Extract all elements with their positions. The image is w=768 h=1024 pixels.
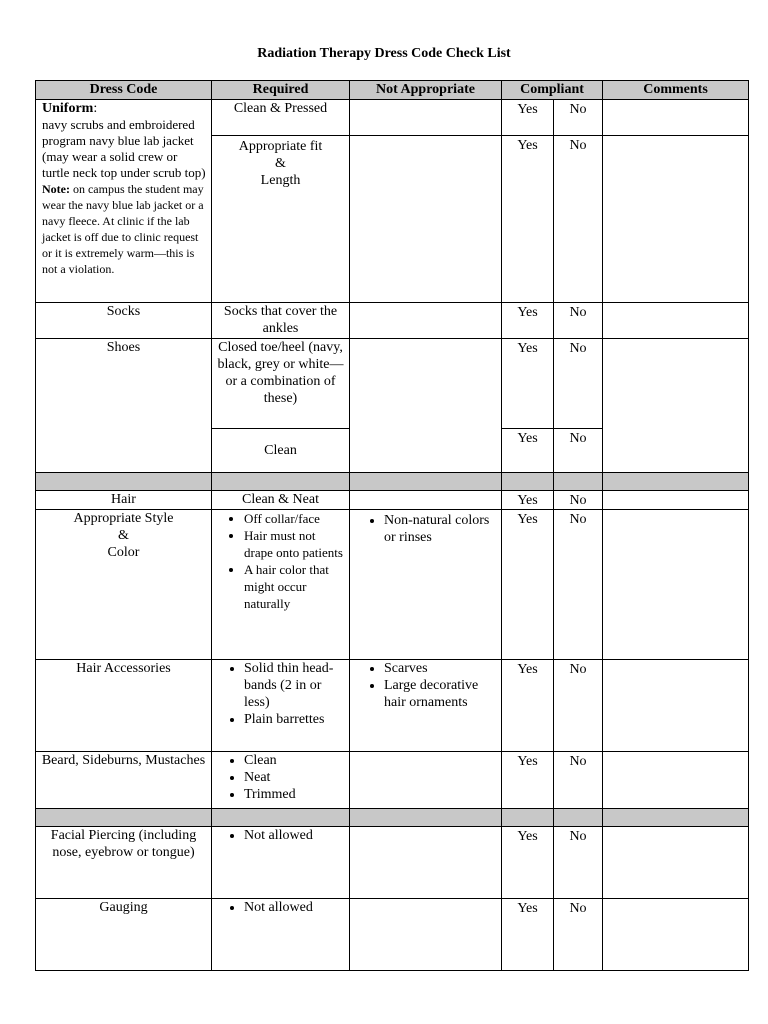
divider-row	[36, 473, 749, 491]
uniform-not-appropriate-1	[350, 100, 502, 136]
shoes-not-appropriate	[350, 339, 502, 473]
table-row	[36, 491, 749, 510]
comment-cell[interactable]	[603, 899, 749, 971]
no-option[interactable]: No	[554, 491, 603, 510]
list-item: • Neat	[244, 769, 347, 786]
header-dress-code: Dress Code	[36, 81, 212, 100]
list-item: • Scarves	[384, 660, 497, 677]
yes-option[interactable]: Yes	[502, 752, 554, 809]
accessories-label: Hair Accessories	[36, 660, 212, 752]
table-row	[36, 303, 749, 339]
uniform-required-1: Clean & Pressed	[212, 100, 350, 136]
piercing-label: Facial Piercing (including nose, eyebrow or tongue)	[36, 827, 212, 899]
list-item: • Not allowed	[244, 827, 347, 844]
no-option[interactable]: No	[554, 899, 603, 971]
comment-cell[interactable]	[603, 339, 749, 473]
no-option[interactable]: No	[554, 339, 603, 429]
accessories-not-appropriate	[350, 660, 502, 752]
req-line: Appropriate fit	[238, 139, 323, 154]
list-item: • Clean	[244, 752, 347, 769]
uniform-label: Uniform	[42, 101, 94, 116]
list-item: • Not allowed	[244, 899, 347, 916]
gauging-required	[212, 899, 350, 971]
note-text: on campus the student may wear the navy blue lab jacket or a navy fleece. At clinic if the lab jacket is off due to clinic request or it is extremely warm—this is not a violation.	[42, 182, 204, 276]
gauging-label: Gauging	[36, 899, 212, 971]
list-item: • Large decorative hair ornaments	[384, 677, 497, 711]
no-option[interactable]: No	[554, 510, 603, 660]
shoes-required-1: Closed toe/heel (navy, black, grey or white—or a combination of these)	[212, 339, 350, 429]
hair-label: Hair	[36, 491, 212, 510]
shoes-label: Shoes	[36, 339, 212, 473]
yes-option[interactable]: Yes	[502, 660, 554, 752]
comment-cell[interactable]	[603, 752, 749, 809]
req-line: Length	[260, 173, 301, 188]
label-line: Color	[107, 545, 140, 560]
uniform-colon: :	[93, 101, 98, 116]
list-item: • Off collar/face	[244, 510, 347, 527]
style-label	[36, 510, 212, 660]
yes-option[interactable]: Yes	[502, 303, 554, 339]
beard-not-appropriate	[350, 752, 502, 809]
shoes-required-2	[212, 429, 350, 473]
comment-cell[interactable]	[603, 136, 749, 303]
note-label: Note:	[42, 182, 70, 196]
table-row	[36, 660, 749, 752]
header-required: Required	[212, 81, 350, 100]
list-item: • Hair must not drape onto patients	[244, 527, 347, 561]
yes-option[interactable]: Yes	[502, 136, 554, 303]
hair-not-appropriate	[350, 491, 502, 510]
list-item: • Trimmed	[244, 786, 347, 803]
page-title: Radiation Therapy Dress Code Check List	[257, 46, 511, 61]
list-item: • Plain barrettes	[244, 711, 347, 728]
header-compliant: Compliant	[502, 81, 603, 100]
no-option[interactable]: No	[554, 429, 603, 473]
table-row	[36, 827, 749, 899]
label-line: &	[118, 528, 129, 543]
yes-option[interactable]: Yes	[502, 827, 554, 899]
req-line: &	[275, 156, 286, 171]
comment-cell[interactable]	[603, 510, 749, 660]
table-row	[36, 510, 749, 660]
comment-cell[interactable]	[603, 491, 749, 510]
divider-row	[36, 809, 749, 827]
gauging-not-appropriate	[350, 899, 502, 971]
hair-required: Clean & Neat	[212, 491, 350, 510]
dress-code-table	[35, 80, 749, 971]
header-row	[36, 81, 749, 100]
header-comments: Comments	[603, 81, 749, 100]
accessories-required	[212, 660, 350, 752]
yes-option[interactable]: Yes	[502, 100, 554, 136]
table-row	[36, 100, 749, 136]
uniform-cell	[36, 100, 212, 303]
yes-option[interactable]: Yes	[502, 429, 554, 473]
header-not-appropriate: Not Appropriate	[350, 81, 502, 100]
socks-label: Socks	[36, 303, 212, 339]
yes-option[interactable]: Yes	[502, 491, 554, 510]
uniform-note	[42, 181, 207, 277]
no-option[interactable]: No	[554, 303, 603, 339]
beard-required	[212, 752, 350, 809]
piercing-not-appropriate	[350, 827, 502, 899]
table-row	[36, 339, 749, 429]
no-option[interactable]: No	[554, 752, 603, 809]
piercing-required	[212, 827, 350, 899]
yes-option[interactable]: Yes	[502, 339, 554, 429]
comment-cell[interactable]	[603, 827, 749, 899]
uniform-description: navy scrubs and embroidered program navy blue lab jacket (may wear a solid crew or turtle neck top under scrub top)	[42, 117, 206, 180]
list-item: • Solid thin head-bands (2 in or less)	[244, 660, 347, 711]
beard-label: Beard, Sideburns, Mustaches	[36, 752, 212, 809]
comment-cell[interactable]	[603, 660, 749, 752]
no-option[interactable]: No	[554, 136, 603, 303]
socks-required: Socks that cover the ankles	[212, 303, 350, 339]
comment-cell[interactable]	[603, 303, 749, 339]
shoes-clean: Clean	[264, 443, 297, 458]
yes-option[interactable]: Yes	[502, 510, 554, 660]
no-option[interactable]: No	[554, 100, 603, 136]
list-item: • A hair color that might occur naturally	[244, 561, 347, 612]
uniform-not-appropriate-2	[350, 136, 502, 303]
table-row	[36, 899, 749, 971]
style-required	[212, 510, 350, 660]
no-option[interactable]: No	[554, 827, 603, 899]
uniform-required-2	[212, 136, 350, 303]
no-option[interactable]: No	[554, 660, 603, 752]
table-row	[36, 752, 749, 809]
yes-option[interactable]: Yes	[502, 899, 554, 971]
socks-not-appropriate	[350, 303, 502, 339]
comment-cell[interactable]	[603, 100, 749, 136]
list-item: • Non-natural colors or rinses	[384, 512, 497, 546]
style-not-appropriate	[350, 510, 502, 660]
label-line: Appropriate Style	[73, 511, 174, 526]
